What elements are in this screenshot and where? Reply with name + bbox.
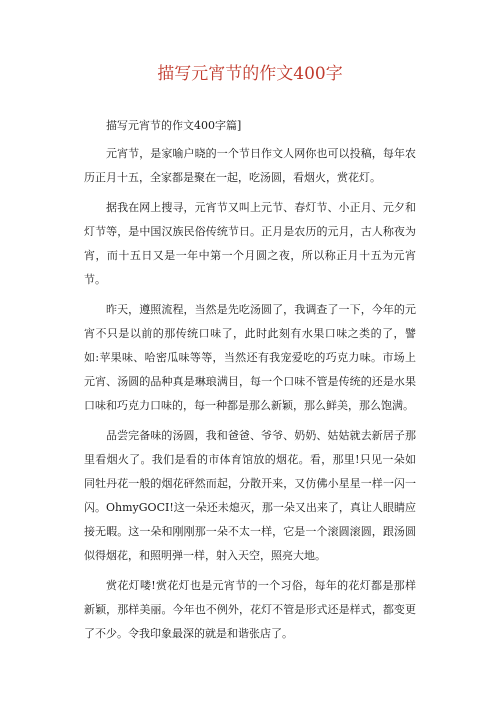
document-subtitle: 描写元宵节的作文400字篇] [106, 119, 242, 132]
paragraph-1: 元宵节，是家喻户晓的一个节日作文人网你也可以投稿，每年农历正月十五，全家都是聚在一起，吃汤圆，看烟火，赏花灯。 [84, 147, 416, 184]
paragraph-3: 昨天，遵照流程，当然是先吃汤圆了，我调查了一下，今年的元宵不只是以前的那传统口味了，此时此刻有水果口味之类的了，譬如:苹果味、哈密瓜味等等，当然还有我宠爱吃的巧克力味。市场上元宵、汤圆的品种真是琳琅满目，每一个口味不管是传统的还是水果口味和巧克力口味的，每一种都是那么新颖，那么鲜美，那么饱满。 [84, 303, 416, 412]
document-title: 描写元宵节的作文400字 [157, 64, 343, 84]
paragraph-5: 赏花灯喽!赏花灯也是元宵节的一个习俗，每年的花灯都是那样新颖，那样美丽。今年也不例外，花灯不管是形式还是样式，都变更了不少。令我印象最深的就是和谐张店了。 [84, 579, 416, 640]
paragraph-4: 品尝完备味的汤圆，我和爸爸、爷爷、奶奶、姑姑就去新居子那里看烟火了。我们是看的市体育馆放的烟花。看，那里!只见一朵如同牡丹花一般的烟花砰然而起，分散开来，又仿佛小星星一样一闪一闪。OhmyGOCI!这一朵还未熄灭，那一朵又出来了，真让人眼睛应接无暇。这一朵和刚刚那一朵不太一样，它是一个滚圆滚圆，跟汤圆似得烟花，和照明弹一样，射入天空，照亮大地。 [84, 429, 416, 562]
paragraph-2: 据我在网上搜寻，元宵节又叫上元节、春灯节、小正月、元夕和灯节等，是中国汉族民俗传统节日。正月是农历的元月，古人称夜为宵，而十五日又是一年中第一个月圆之夜，所以称正月十五为元宵节。 [84, 201, 416, 286]
